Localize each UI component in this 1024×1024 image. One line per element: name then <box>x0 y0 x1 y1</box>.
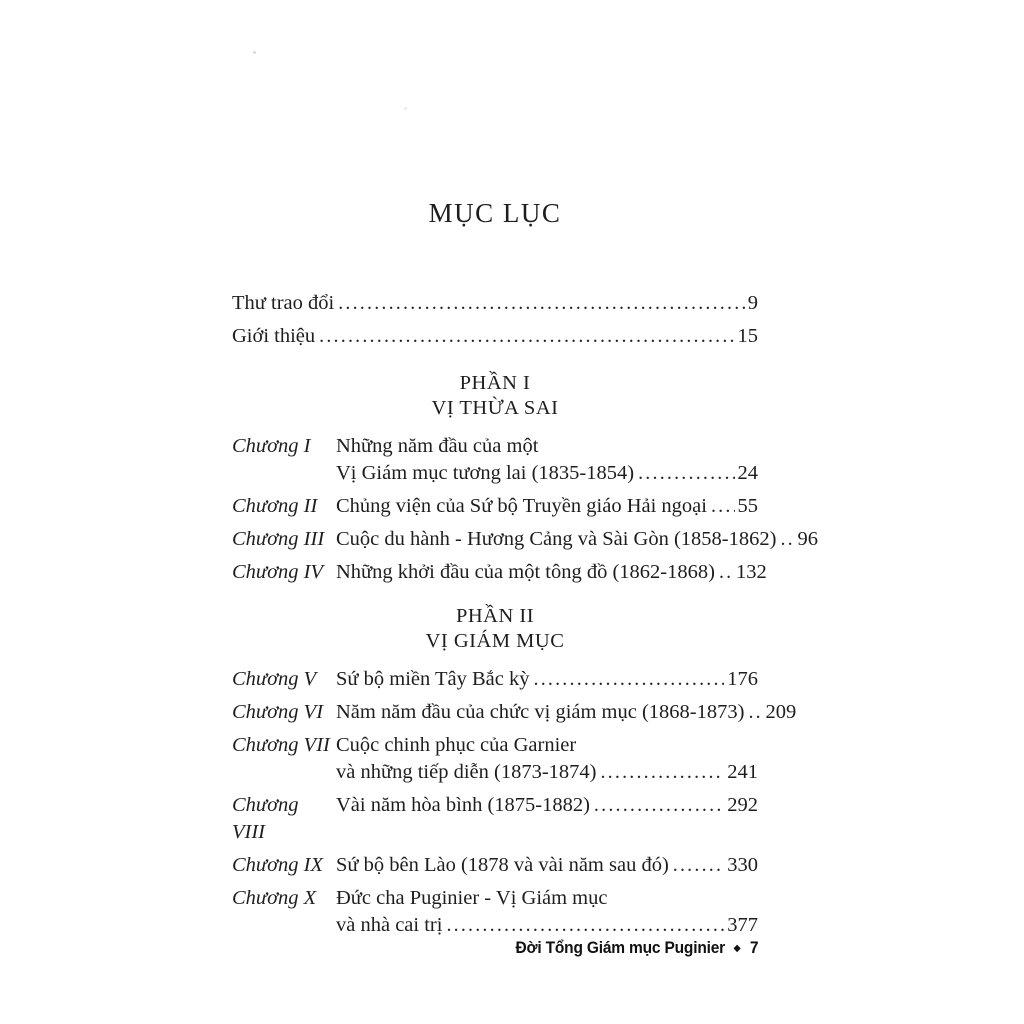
front-matter-list <box>232 287 758 353</box>
chapter-title-text: Những khởi đầu của một tông đồ (1862-1868) <box>336 561 715 583</box>
dot-leader <box>534 666 725 693</box>
chapter-page-number: 176 <box>727 668 758 690</box>
chapter-row <box>232 526 818 553</box>
chapter-label: Chương I <box>232 435 311 457</box>
chapter-body <box>336 885 758 939</box>
chapter-title-text: Cuộc du hành - Hương Cảng và Sài Gòn (1858-1862) <box>336 528 777 550</box>
chapter-page-number: 330 <box>727 854 758 876</box>
chapter-row <box>232 732 758 786</box>
chapter-title-line <box>336 852 758 879</box>
chapter-label: Chương V <box>232 668 317 690</box>
chapter-page-number: 132 <box>735 561 767 583</box>
dot-leader <box>673 852 724 879</box>
dot-leader <box>600 759 724 786</box>
chapter-row <box>232 852 758 879</box>
chapter-label: Chương II <box>232 495 318 517</box>
part-title: PHẦN I <box>459 372 531 394</box>
chapter-title-line <box>336 460 758 487</box>
chapter-title-line: Những năm đầu của một <box>336 435 539 457</box>
chapter-row <box>232 699 797 726</box>
dot-leader <box>319 320 734 353</box>
chapter-label: Chương IX <box>232 854 324 876</box>
toc-entry <box>232 287 758 320</box>
chapter-list <box>232 433 818 586</box>
chapter-body <box>336 493 758 520</box>
chapter-page-number: 241 <box>727 761 758 783</box>
dot-leader <box>719 559 733 586</box>
chapter-row <box>232 493 758 520</box>
page-title: MỤC LỤC <box>428 198 562 228</box>
toc-content <box>232 0 818 945</box>
chapter-page-number: 377 <box>727 914 758 936</box>
part-heading <box>232 371 758 420</box>
chapter-title-text: Vị Giám mục tương lai (1835-1854) <box>336 462 635 484</box>
page-footer <box>515 939 758 958</box>
chapter-row <box>232 666 758 693</box>
chapter-title-line <box>336 792 758 819</box>
chapter-title-text: Sứ bộ miền Tây Bắc kỳ <box>336 668 530 690</box>
toc-entry-title: Giới thiệu <box>232 325 316 347</box>
chapter-body <box>336 526 818 553</box>
chapter-label: Chương VI <box>232 701 324 723</box>
chapter-row <box>232 559 767 586</box>
chapter-title-line: Đức cha Puginier - Vị Giám mục <box>336 887 608 909</box>
chapter-title-text: Vài năm hòa bình (1875-1882) <box>336 794 590 816</box>
chapter-title-line <box>336 559 767 586</box>
chapter-list <box>232 666 797 939</box>
dot-leader <box>748 699 762 726</box>
dot-leader <box>338 287 745 320</box>
chapter-row <box>232 792 758 846</box>
toc-entry-page: 15 <box>737 325 758 347</box>
dot-leader <box>638 460 734 487</box>
part-subtitle: VỊ GIÁM MỤC <box>425 629 565 652</box>
chapter-title-text: và những tiếp diễn (1873-1874) <box>336 761 597 783</box>
chapter-page-number: 96 <box>797 528 818 550</box>
toc-part <box>232 604 797 939</box>
chapter-row <box>232 433 758 487</box>
chapter-label: Chương IV <box>232 561 324 583</box>
chapter-title-text: và nhà cai trị <box>336 914 443 936</box>
dot-leader <box>594 792 724 819</box>
dot-leader <box>780 526 794 553</box>
chapter-title-line <box>336 912 758 939</box>
toc-entry-title: Thư trao đổi <box>232 292 335 314</box>
chapter-page-number: 209 <box>765 701 797 723</box>
chapter-body <box>336 732 758 786</box>
chapter-body <box>336 433 758 487</box>
toc-part <box>232 371 818 586</box>
chapter-page-number: 292 <box>727 794 758 816</box>
chapter-body <box>336 699 797 726</box>
chapter-title-text: Sứ bộ bên Lào (1878 và vài năm sau đó) <box>336 854 669 876</box>
chapter-body <box>336 666 758 693</box>
footer-book-title: Đời Tổng Giám mục Puginier <box>515 939 725 957</box>
chapter-title-line <box>336 759 758 786</box>
part-heading <box>232 604 758 653</box>
chapter-label: Chương III <box>232 528 325 550</box>
dot-leader <box>446 912 724 939</box>
toc-entry <box>232 320 758 353</box>
dot-leader <box>711 493 735 520</box>
footer-page-number: 7 <box>749 939 758 957</box>
chapter-body <box>336 852 758 879</box>
chapter-page-number: 55 <box>737 495 758 517</box>
chapter-title-line <box>336 493 758 520</box>
chapter-page-number: 24 <box>737 462 758 484</box>
diamond-icon: ◆ <box>733 943 741 954</box>
chapter-row <box>232 885 758 939</box>
part-title: PHẦN II <box>455 605 535 627</box>
chapter-label: Chương VIII <box>232 794 299 843</box>
chapter-title-text: Năm năm đầu của chức vị giám mục (1868-1873) <box>336 701 745 723</box>
chapter-title-text: Chủng viện của Sứ bộ Truyền giáo Hải ngoại <box>336 495 707 517</box>
chapter-title-line <box>336 666 758 693</box>
chapter-title-line: Cuộc chinh phục của Garnier <box>336 734 577 756</box>
part-subtitle: VỊ THỪA SAI <box>431 396 559 419</box>
chapter-title-line <box>336 699 797 726</box>
toc-entry-page: 9 <box>747 292 758 314</box>
chapter-body <box>336 792 758 846</box>
chapter-title-line <box>336 526 818 553</box>
chapter-label: Chương X <box>232 887 317 909</box>
chapter-body <box>336 559 767 586</box>
chapter-label: Chương VII <box>232 734 330 756</box>
parts-container <box>232 371 818 939</box>
